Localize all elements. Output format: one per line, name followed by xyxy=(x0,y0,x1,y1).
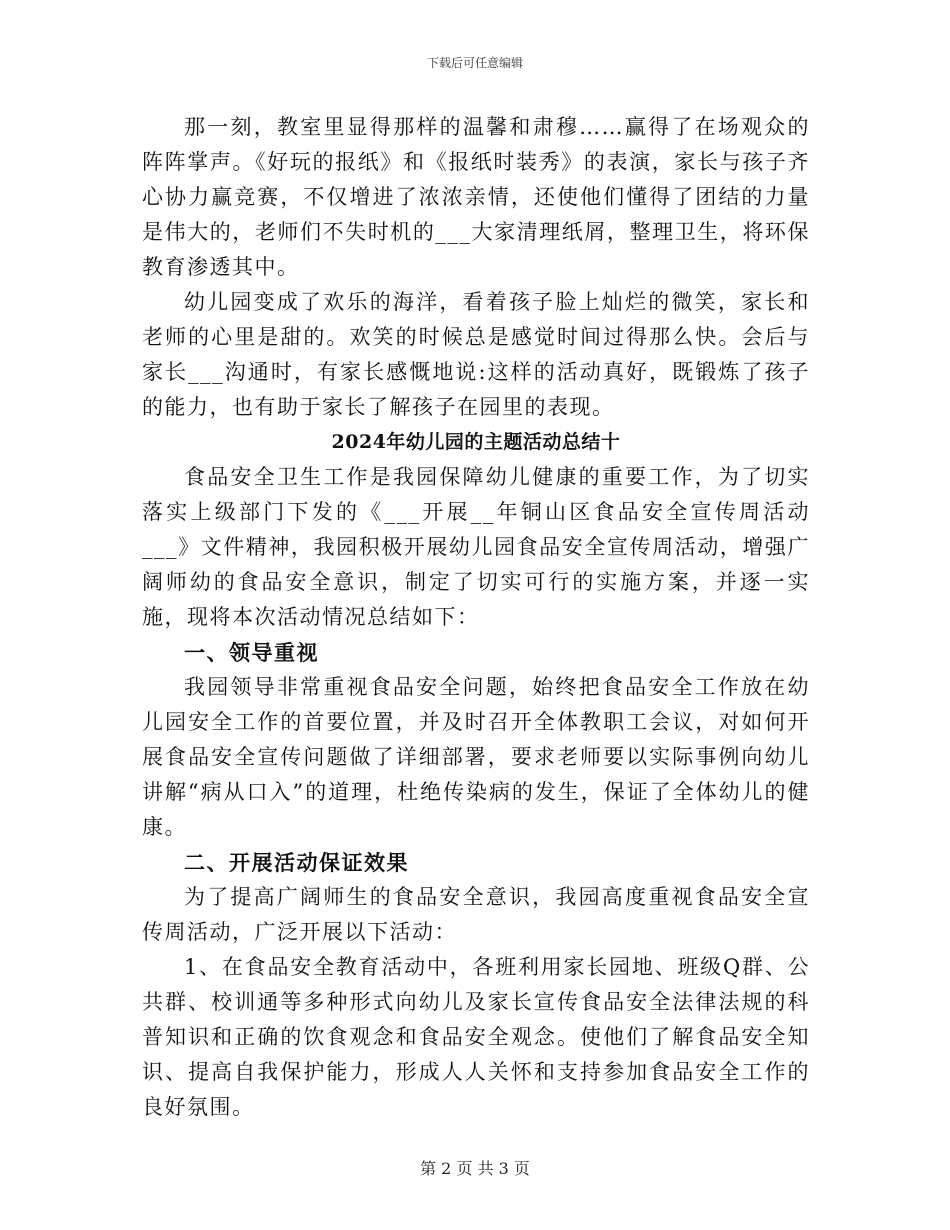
body-paragraph: 那一刻，教室里显得那样的温馨和肃穆……赢得了在场观众的阵阵掌声。《好玩的报纸》和《报纸时装秀》的表演，家长与孩子齐心协力赢竞赛，不仅增进了浓浓亲情，还使他们懂得了团结的力量是伟大的，老师们不失时机的___大家清理纸屑，整理卫生，将环保教育渗透其中。 xyxy=(142,115,810,279)
body-paragraph: 幼儿园变成了欢乐的海洋，看着孩子脸上灿烂的微笑，家长和老师的心里是甜的。欢笑的时候总是感觉时间过得那么快。会后与家长___沟通时，有家长感慨地说:这样的活动真好，既锻炼了孩子的能力，也有助于家长了解孩子在园里的表现。 xyxy=(142,290,810,419)
body-paragraph: 1、在食品安全教育活动中，各班利用家长园地、班级Q群、公共群、校训通等多种形式向幼儿及家长宣传食品安全法律法规的科普知识和正确的饮食观念和食品安全观念。使他们了解食品安全知识、提高自我保护能力，形成人人关怀和支持参加食品安全工作的良好氛围。 xyxy=(142,955,810,1119)
intro-paragraph: 食品安全卫生工作是我园保障幼儿健康的重要工作，为了切实落实上级部门下发的《___开展__年铜山区食品安全宣传周活动___》文件精神，我园积极开展幼儿园食品安全宣传周活动，增强广阔师幼的食品安全意识，制定了切实可行的实施方案，并逐一实施，现将本次活动情况总结如下： xyxy=(142,465,810,629)
header-note: 下载后可任意编辑 xyxy=(426,56,523,70)
body-paragraph: 为了提高广阔师生的食品安全意识，我园高度重视食品安全宣传周活动，广泛开展以下活动： xyxy=(142,885,810,944)
document-body xyxy=(142,110,810,1125)
subheading-leadership: 一、领导重视 xyxy=(184,640,319,665)
body-paragraph: 我园领导非常重视食品安全问题，始终把食品安全工作放在幼儿园安全工作的首要位置，并及时召开全体教职工会议，对如何开展食品安全宣传问题做了详细部署，要求老师要以实际事例向幼儿讲解“病从口入”的道理，杜绝传染病的发生，保证了全体幼儿的健康。 xyxy=(142,675,810,839)
subheading-activities: 二、开展活动保证效果 xyxy=(184,850,409,875)
section-title: 2024年幼儿园的主题活动总结十 xyxy=(331,431,621,453)
page-indicator: 第 2 页 共 3 页 xyxy=(420,1159,530,1178)
